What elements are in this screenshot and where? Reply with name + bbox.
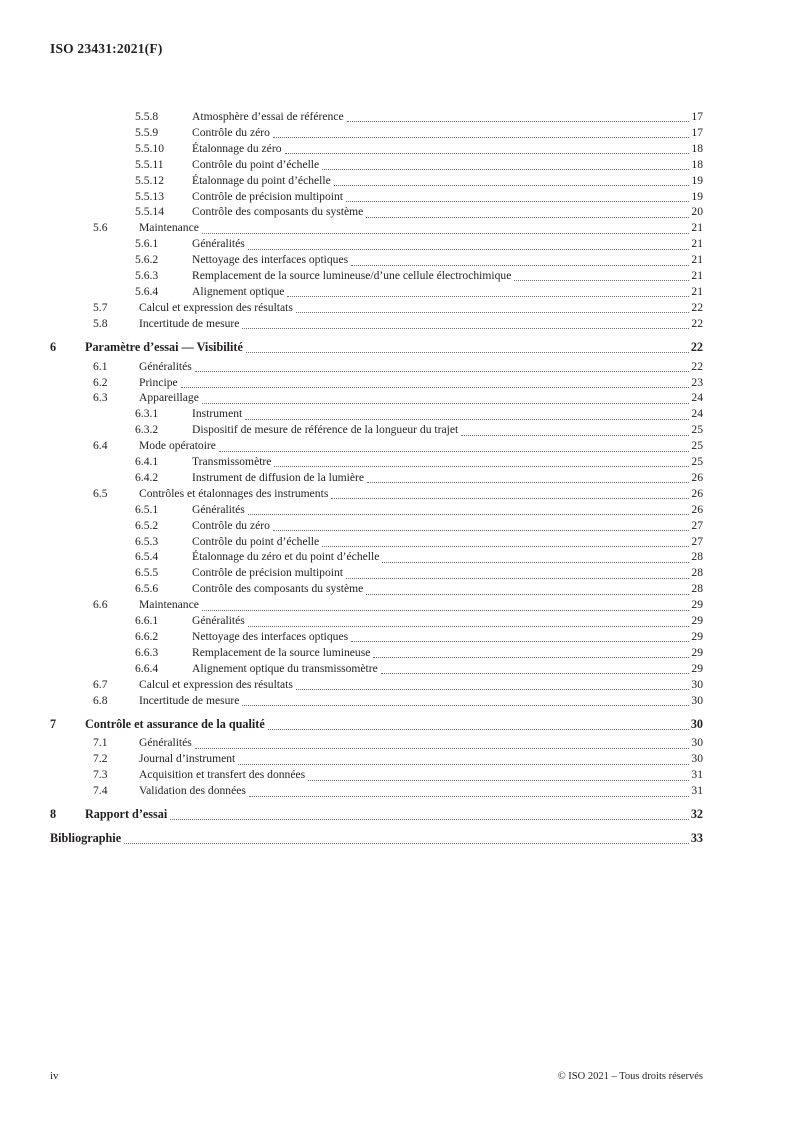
toc-entry-number: 6.6.2: [135, 630, 159, 643]
toc-entry: [50, 613, 703, 629]
toc-entry: [50, 204, 703, 220]
toc-entry-title: Remplacement de la source lumineuse/d’une cellule électrochimique: [192, 269, 512, 283]
toc-entry-number: 6.6: [93, 598, 108, 612]
toc-entry: [50, 502, 703, 518]
toc-entry-page: 19: [691, 173, 703, 187]
toc-entry-number: 5.5.11: [135, 157, 164, 171]
dot-leader: [202, 232, 690, 234]
toc-entry-page: 21: [691, 221, 703, 235]
toc-entry-page: 26: [691, 502, 703, 516]
toc-entry-number: 7.3: [93, 768, 108, 782]
toc-entry-page: 28: [691, 582, 703, 596]
dot-leader: [273, 136, 689, 138]
toc-entry-number: 8: [50, 807, 57, 822]
toc-entry: [50, 807, 703, 823]
toc-entry-number: 6.6.4: [135, 661, 159, 675]
dot-leader: [268, 728, 689, 730]
toc-entry: [50, 220, 703, 236]
toc-entry-page: 30: [691, 752, 703, 766]
toc-entry: [50, 125, 703, 141]
dot-leader: [202, 402, 690, 404]
toc-entry-title: Appareillage: [139, 391, 199, 405]
dot-leader: [334, 184, 690, 186]
dot-leader: [322, 168, 689, 170]
toc-entry-title: Contrôle des composants du système: [192, 582, 364, 596]
toc-entry-page: 29: [691, 630, 703, 643]
toc-entry-page: 30: [690, 716, 703, 731]
footer-copyright: © ISO 2021 – Tous droits réservés: [557, 1071, 703, 1082]
toc-entry: [50, 661, 703, 677]
dot-leader: [246, 351, 689, 353]
toc-entry-title: Remplacement de la source lumineuse: [192, 645, 371, 659]
toc-entry-number: 6.2: [93, 375, 108, 389]
toc-entry-title: Transmissomètre: [192, 455, 272, 469]
dot-leader: [287, 295, 689, 297]
toc-entry: [50, 831, 703, 847]
toc-entry-title: Alignement optique du transmissomètre: [192, 661, 378, 675]
toc-entry-title: Contrôle du point d’échelle: [192, 534, 320, 548]
dot-leader: [322, 545, 689, 547]
toc-entry-title: Généralités: [192, 614, 245, 628]
toc-entry: [50, 422, 703, 438]
toc-entry: [50, 157, 703, 173]
toc-entry-title: Contrôle du point d’échelle: [192, 157, 320, 171]
dot-leader: [346, 200, 689, 202]
toc-entry-page: 17: [691, 110, 703, 123]
toc-entry: [50, 645, 703, 661]
toc-entry-number: 6.6.1: [135, 614, 159, 628]
toc-entry-number: 6.3.1: [135, 407, 159, 421]
toc-entry-number: 6.6.3: [135, 645, 159, 659]
toc-entry-title: Étalonnage du zéro: [192, 141, 282, 155]
toc-entry-title: Validation des données: [139, 784, 246, 798]
dot-leader: [170, 818, 689, 820]
toc-entry-page: 22: [690, 339, 703, 354]
dot-leader: [274, 465, 689, 467]
toc-entry-page: 22: [691, 300, 703, 314]
toc-entry: [50, 486, 703, 502]
toc-entry-title: Maintenance: [139, 221, 199, 235]
toc-entry: [50, 717, 703, 733]
toc-entry-number: 6.5.6: [135, 582, 159, 596]
dot-leader: [195, 370, 690, 372]
toc-entry-title: Généralités: [192, 237, 245, 251]
dot-leader: [242, 327, 689, 329]
toc-entry-page: 25: [691, 455, 703, 469]
dot-leader: [381, 672, 690, 674]
dot-leader: [202, 609, 690, 611]
toc-entry-page: 27: [691, 518, 703, 532]
toc-entry-page: 25: [691, 423, 703, 437]
dot-leader: [308, 779, 689, 781]
dot-leader: [351, 640, 689, 642]
toc-entry-number: 6.5.4: [135, 550, 159, 564]
dot-leader: [382, 561, 689, 563]
toc-entry-title: Principe: [139, 375, 178, 389]
toc-entry-title: Contrôle des composants du système: [192, 205, 364, 219]
toc-entry-title: Nettoyage des interfaces optiques: [192, 253, 349, 267]
dot-leader: [124, 842, 689, 844]
toc-entry-page: 19: [691, 189, 703, 203]
toc-entry-number: 7.1: [93, 736, 108, 750]
footer-page-number: iv: [50, 1070, 59, 1082]
dot-leader: [366, 216, 689, 218]
toc-entry: [50, 470, 703, 486]
toc-entry: [50, 300, 703, 316]
dot-leader: [347, 120, 690, 122]
toc-entry: [50, 581, 703, 597]
toc-entry-title: Contrôles et étalonnages des instruments: [139, 486, 329, 500]
toc-entry-title: Contrôle de précision multipoint: [192, 189, 344, 203]
toc-entry: [50, 629, 703, 645]
toc-entry-number: 5.5.12: [135, 173, 164, 187]
toc-entry-number: 5.8: [93, 316, 108, 330]
toc-entry-title: Rapport d’essai: [85, 807, 168, 822]
toc-entry-page: 28: [691, 550, 703, 564]
toc-entry-page: 20: [691, 205, 703, 219]
toc-entry-number: 5.6.1: [135, 237, 159, 251]
toc-entry-number: 6.5.5: [135, 566, 159, 580]
toc-entry-page: 29: [691, 614, 703, 628]
toc-entry-number: 7: [50, 716, 57, 731]
toc-entry-title: Calcul et expression des résultats: [139, 300, 293, 314]
toc-entry: [50, 565, 703, 581]
toc-entry-number: 6.3.2: [135, 423, 159, 437]
toc-entry-number: 5.6.4: [135, 284, 159, 298]
dot-leader: [245, 418, 689, 420]
dot-leader: [248, 513, 690, 515]
dot-leader: [242, 704, 689, 706]
toc-entry-number: 6.5.3: [135, 534, 159, 548]
toc-entry-page: 29: [691, 598, 703, 612]
dot-leader: [514, 279, 689, 281]
toc-entry-title: Journal d’instrument: [139, 752, 236, 766]
toc-entry: [50, 438, 703, 454]
toc-entry-title: Bibliographie: [50, 830, 122, 845]
document-footer: [50, 1070, 703, 1082]
toc-entry: [50, 268, 703, 284]
toc-entry: [50, 534, 703, 550]
toc-entry-title: Généralités: [192, 502, 245, 516]
toc-entry-page: 22: [691, 359, 703, 373]
toc-entry-title: Étalonnage du point d’échelle: [192, 173, 331, 187]
toc-entry-page: 29: [691, 661, 703, 675]
toc-entry-page: 30: [691, 693, 703, 707]
toc-entry-number: 6.8: [93, 693, 108, 707]
toc-entry-number: 6.5: [93, 486, 108, 500]
toc-entry-title: Atmosphère d’essai de référence: [192, 110, 344, 123]
toc-entry: [50, 340, 703, 356]
toc-entry-page: 31: [691, 768, 703, 782]
toc-entry: [50, 518, 703, 534]
toc-entry: [50, 189, 703, 205]
toc-entry: [50, 252, 703, 268]
dot-leader: [296, 311, 690, 313]
toc-entry-title: Mode opératoire: [139, 439, 216, 453]
toc-entry-number: 6.4: [93, 439, 108, 453]
toc-entry: [50, 390, 703, 406]
toc-entry-page: 26: [691, 470, 703, 484]
dot-leader: [461, 434, 689, 436]
toc-entry-title: Étalonnage du zéro et du point d’échelle: [192, 550, 380, 564]
toc-entry-title: Dispositif de mesure de référence de la longueur du trajet: [192, 423, 459, 437]
dot-leader: [367, 481, 689, 483]
dot-leader: [373, 656, 689, 658]
toc-entry: [50, 783, 703, 799]
toc-entry-page: 28: [691, 566, 703, 580]
toc-entry-title: Contrôle de précision multipoint: [192, 566, 344, 580]
toc-entry-number: 6.4.2: [135, 470, 159, 484]
dot-leader: [219, 450, 689, 452]
toc-entry-page: 22: [691, 316, 703, 330]
toc-entry-number: 6: [50, 339, 57, 354]
toc-entry-number: 6.3: [93, 391, 108, 405]
toc-entry-title: Incertitude de mesure: [139, 693, 240, 707]
toc-entry-page: 30: [691, 736, 703, 750]
toc-entry-number: 6.4.1: [135, 455, 159, 469]
toc-entry-title: Contrôle et assurance de la qualité: [85, 716, 265, 731]
toc-entry-number: 5.7: [93, 300, 108, 314]
toc-entry-page: 21: [691, 237, 703, 251]
toc-entry-title: Acquisition et transfert des données: [139, 768, 306, 782]
toc-entry-page: 31: [691, 784, 703, 798]
toc-entry-title: Calcul et expression des résultats: [139, 677, 293, 691]
toc-entry-title: Contrôle du zéro: [192, 125, 270, 139]
dot-leader: [249, 795, 690, 797]
toc-entry-number: 5.6: [93, 221, 108, 235]
toc-entry-page: 33: [690, 830, 703, 845]
toc-entry: [50, 284, 703, 300]
toc-entry-number: 5.6.2: [135, 253, 159, 267]
dot-leader: [331, 497, 689, 499]
toc-entry-title: Paramètre d’essai — Visibilité: [85, 339, 243, 354]
dot-leader: [195, 747, 690, 749]
toc-entry: [50, 677, 703, 693]
toc-entry-number: 5.5.8: [135, 110, 159, 123]
toc-entry-title: Généralités: [139, 359, 192, 373]
toc-entry-title: Incertitude de mesure: [139, 316, 240, 330]
toc-entry: [50, 236, 703, 252]
toc-entry: [50, 751, 703, 767]
toc-entry-page: 21: [691, 269, 703, 283]
toc-entry: [50, 316, 703, 332]
toc-entry-number: 6.5.1: [135, 502, 159, 516]
toc-entry: [50, 693, 703, 709]
toc-entry-page: 30: [691, 677, 703, 691]
dot-leader: [248, 248, 690, 250]
toc-entry-number: 5.5.9: [135, 125, 159, 139]
dot-leader: [296, 688, 690, 690]
toc-entry-title: Instrument: [192, 407, 243, 421]
dot-leader: [248, 625, 690, 627]
toc-entry-page: 24: [691, 407, 703, 421]
toc-entry-page: 25: [691, 439, 703, 453]
toc-entry-number: 5.6.3: [135, 269, 159, 283]
toc-entry-number: 5.5.13: [135, 189, 164, 203]
document-header-title: ISO 23431:2021(F): [50, 41, 163, 56]
toc-entry: [50, 141, 703, 157]
dot-leader: [285, 152, 690, 154]
toc-entry: [50, 549, 703, 565]
toc-entry-page: 21: [691, 253, 703, 267]
toc-entry-number: 5.5.14: [135, 205, 164, 219]
toc-entry: [50, 109, 703, 125]
toc-entry-title: Maintenance: [139, 598, 199, 612]
dot-leader: [351, 264, 689, 266]
toc-entry-page: 17: [691, 125, 703, 139]
toc-entry-number: 6.5.2: [135, 518, 159, 532]
toc-entry-page: 26: [691, 486, 703, 500]
toc-entry-number: 6.1: [93, 359, 108, 373]
table-of-contents: [50, 109, 703, 850]
toc-entry-number: 7.2: [93, 752, 108, 766]
dot-leader: [181, 386, 690, 388]
toc-entry-title: Contrôle du zéro: [192, 518, 270, 532]
toc-entry: [50, 454, 703, 470]
dot-leader: [238, 763, 689, 765]
toc-entry: [50, 597, 703, 613]
dot-leader: [346, 577, 689, 579]
toc-entry-title: Nettoyage des interfaces optiques: [192, 630, 349, 643]
toc-entry-number: 7.4: [93, 784, 108, 798]
toc-entry-page: 27: [691, 534, 703, 548]
toc-entry: [50, 735, 703, 751]
dot-leader: [366, 593, 689, 595]
toc-entry-page: 23: [691, 375, 703, 389]
toc-entry-page: 18: [691, 141, 703, 155]
toc-entry: [50, 406, 703, 422]
toc-entry-number: 5.5.10: [135, 141, 164, 155]
toc-entry-page: 29: [691, 645, 703, 659]
toc-entry: [50, 359, 703, 375]
toc-entry: [50, 767, 703, 783]
toc-entry-page: 32: [690, 807, 703, 822]
toc-entry-page: 21: [691, 284, 703, 298]
toc-entry-page: 18: [691, 157, 703, 171]
dot-leader: [273, 529, 689, 531]
toc-entry-title: Alignement optique: [192, 284, 285, 298]
toc-entry-title: Généralités: [139, 736, 192, 750]
toc-entry-page: 24: [691, 391, 703, 405]
toc-entry-title: Instrument de diffusion de la lumière: [192, 470, 365, 484]
toc-entry-number: 6.7: [93, 677, 108, 691]
toc-entry: [50, 173, 703, 189]
toc-entry: [50, 375, 703, 391]
